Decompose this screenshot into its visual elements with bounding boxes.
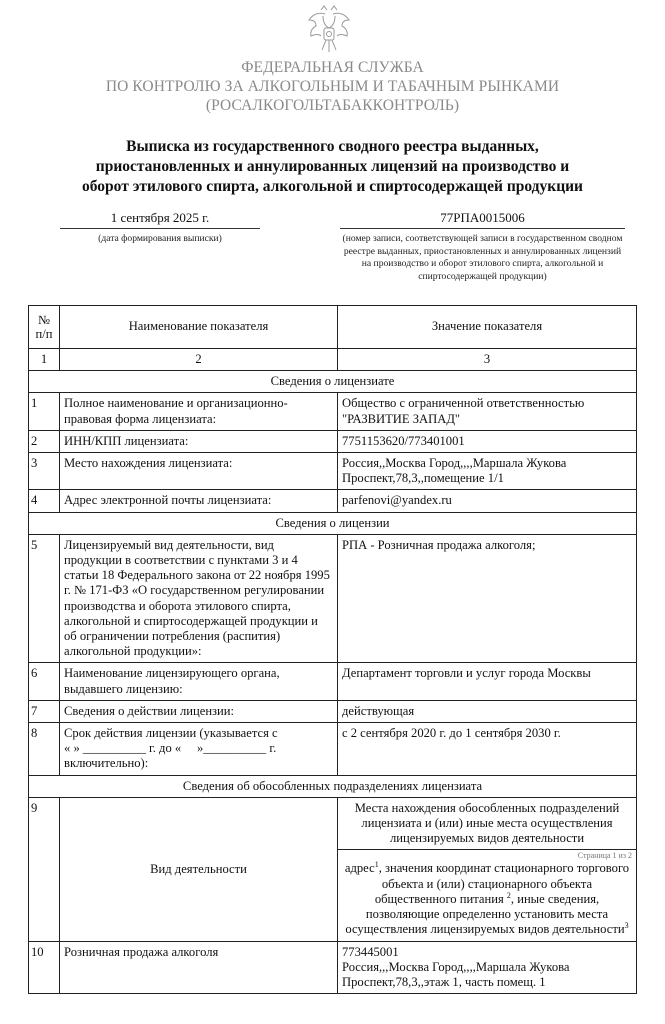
title-line-3: оборот этилового спирта, алкогольной и спиртосодержащей продукции bbox=[82, 178, 583, 195]
row-number: 2 bbox=[29, 430, 60, 452]
row-value: Общество с ограниченной ответственностью "РАЗВИТИЕ ЗАПАД" bbox=[338, 393, 637, 430]
footnote-3: 3 bbox=[624, 921, 629, 931]
row-label: Розничная продажа алкоголя bbox=[60, 941, 338, 994]
agency-line-3: (РОСАЛКОГОЛЬТАБАККОНТРОЛЬ) bbox=[205, 97, 460, 114]
table-row bbox=[29, 797, 637, 850]
agency-line-1: ФЕДЕРАЛЬНАЯ СЛУЖБА bbox=[241, 59, 424, 76]
col-number-3: 3 bbox=[338, 349, 637, 371]
row-label: Наименование лицензирующего органа, выдавшего лицензию: bbox=[60, 663, 338, 700]
section-license-title: Сведения о лицензии bbox=[29, 512, 637, 534]
row-value bbox=[338, 941, 637, 994]
row-label: Полное наименование и организационно-правовая форма лицензиата: bbox=[60, 393, 338, 430]
row-value: parfenovi@yandex.ru bbox=[338, 490, 637, 512]
table-row bbox=[29, 430, 637, 452]
section-subdivisions-row bbox=[29, 775, 637, 797]
row-number: 6 bbox=[29, 663, 60, 700]
extract-date: 1 сентября 2025 г. bbox=[60, 210, 260, 229]
row-value: с 2 сентября 2020 г. до 1 сентября 2030 г. bbox=[338, 723, 637, 776]
col-number-1: 1 bbox=[29, 349, 60, 371]
loc-text-b: , значения координат стационарного торгового объекта и (или) стационарного объекта общественного питания bbox=[374, 861, 630, 906]
row-number: 3 bbox=[29, 453, 60, 490]
locations-subheader bbox=[338, 850, 637, 941]
table-row bbox=[29, 663, 637, 700]
loc-text-a: адрес bbox=[344, 861, 375, 876]
header-row bbox=[29, 306, 637, 349]
page-counter: Страница 1 из 2 bbox=[577, 851, 632, 861]
agency-name bbox=[0, 58, 665, 115]
column-number-row bbox=[29, 349, 637, 371]
title-line-1: Выписка из государственного сводного реестра выданных, bbox=[126, 138, 539, 155]
header-name: Наименование показателя bbox=[60, 306, 338, 349]
row-number: 10 bbox=[29, 941, 60, 994]
row-label: Адрес электронной почты лицензиата: bbox=[60, 490, 338, 512]
record-number: 77РПА0015006 bbox=[340, 210, 625, 229]
row-value-line-2: Россия,,,Москва Город,,,,Маршала Жукова Проспект,78,3,,этаж 1, часть помещ. 1 bbox=[342, 959, 570, 989]
section-subdivisions-title: Сведения об обособленных подразделениях лицензиата bbox=[29, 775, 637, 797]
row-value: Департамент торговли и услуг города Москвы bbox=[338, 663, 637, 700]
row-number: 5 bbox=[29, 534, 60, 663]
record-number-block bbox=[340, 210, 625, 283]
row-label: Место нахождения лицензиата: bbox=[60, 453, 338, 490]
row-number: 7 bbox=[29, 700, 60, 722]
table-row bbox=[29, 453, 637, 490]
table-row bbox=[29, 490, 637, 512]
activity-type-label: Вид деятельности bbox=[60, 797, 338, 941]
table-row bbox=[29, 941, 637, 994]
row-label: Сведения о действии лицензии: bbox=[60, 700, 338, 722]
record-number-caption: (номер записи, соответствующей записи в государственном сводном реестре выданных, приостановленных и аннулированных лицензий на производство и оборот этилового спирта, алкогольной и спиртосодержащей продукции) bbox=[342, 233, 623, 282]
extract-date-caption: (дата формирования выписки) bbox=[98, 233, 222, 244]
table-row bbox=[29, 700, 637, 722]
section-licensee-title: Сведения о лицензиате bbox=[29, 371, 637, 393]
locations-header: Места нахождения обособленных подразделений лицензиата и (или) иные места осуществления лицензируемых видов деятельности bbox=[338, 797, 637, 850]
row-value: Россия,,Москва Город,,,,Маршала Жукова Проспект,78,3,,помещение 1/1 bbox=[338, 453, 637, 490]
col-number-2: 2 bbox=[60, 349, 338, 371]
footnote-1: 1 bbox=[374, 860, 379, 870]
row-label: Лицензируемый вид деятельности, вид продукции в соответствии с пунктами 3 и 4 статьи 18 Федерального закона от 22 ноября 1995 г. № 171-ФЗ «О государственном регулировании производства и оборота этилового спирта, алкогольной и спиртосодержащей продукции и об ограничении потребления (распития) алкогольной продукции»: bbox=[60, 534, 338, 663]
row-value-line-1: 773445001 bbox=[342, 944, 399, 959]
russian-coat-of-arms-icon bbox=[305, 4, 353, 56]
row-value: действующая bbox=[338, 700, 637, 722]
row-number: 8 bbox=[29, 723, 60, 776]
row-number: 9 bbox=[29, 797, 60, 941]
row-value: РПА - Розничная продажа алкоголя; bbox=[338, 534, 637, 663]
row-value: 7751153620/773401001 bbox=[338, 430, 637, 452]
table-row bbox=[29, 534, 637, 663]
footnote-2: 2 bbox=[506, 890, 511, 900]
table-row bbox=[29, 723, 637, 776]
agency-line-2: ПО КОНТРОЛЮ ЗА АЛКОГОЛЬНЫМ И ТАБАЧНЫМ РЫНКАМИ bbox=[105, 78, 560, 95]
section-licensee-row bbox=[29, 371, 637, 393]
row-label: Срок действия лицензии (указывается с « » __________ г. до « »__________ г. включительно): bbox=[60, 723, 338, 776]
row-number: 1 bbox=[29, 393, 60, 430]
extract-date-block bbox=[60, 210, 260, 246]
loc-text-c: , иные сведения, позволяющие определенно установить места осуществления лицензируемых видов деятельности bbox=[345, 891, 625, 937]
header-num: № п/п bbox=[29, 306, 60, 349]
header-value: Значение показателя bbox=[338, 306, 637, 349]
section-license-row bbox=[29, 512, 637, 534]
table-row bbox=[29, 393, 637, 430]
row-number: 4 bbox=[29, 490, 60, 512]
registry-table bbox=[28, 305, 637, 994]
row-label: ИНН/КПП лицензиата: bbox=[60, 430, 338, 452]
title-line-2: приостановленных и аннулированных лицензий на производство и bbox=[95, 158, 570, 175]
document-title bbox=[40, 137, 625, 197]
